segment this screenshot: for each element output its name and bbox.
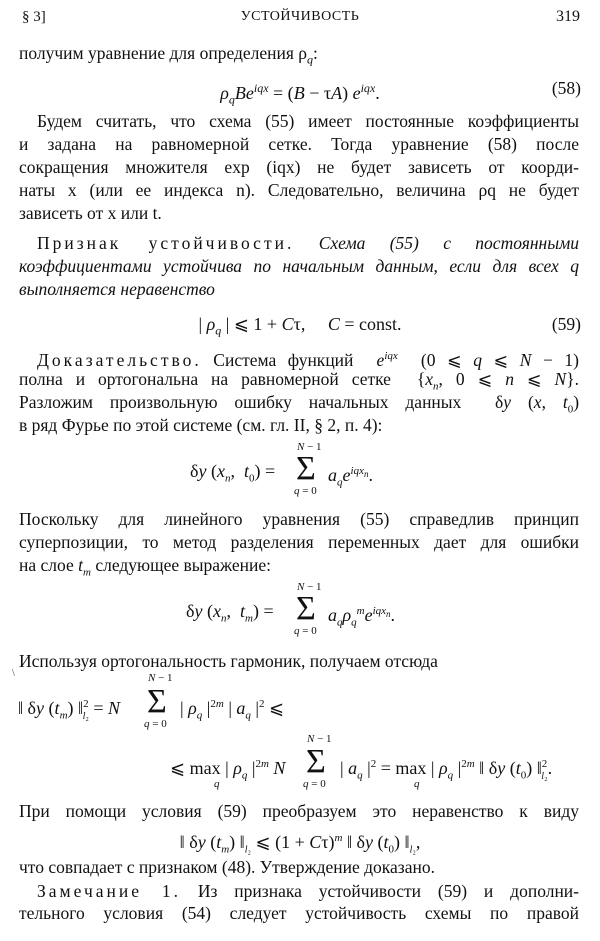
- equation-final: ‖ δy $(t_m)$ $‖_{l_2}$ ⩽ $(1 + C\tau)^m$ ‖ δy $(t_0)$ $‖_{l_2}$,: [179, 832, 421, 856]
- paragraph-line: зависеть от x или t.: [19, 203, 162, 223]
- remark-1-label: Замечание 1.: [37, 881, 182, 901]
- proof-line: Доказательство. Система функций $e^{iqx}$ (0 ⩽ q ⩽ N − 1): [37, 349, 580, 370]
- proof-line: Разложим произвольную ошибку начальных данных δy (x, $t_0$): [19, 392, 580, 416]
- book-page: § 3] УСТОЙЧИВОСТЬ 319 получим уравнение для определения $\rho_q$: $\rho_qBe^{iqx} = (B - \tau A)$ $e^{iqx}$. (58) Будем считать, что схема (55) имеет постоянные коэффициенты и задана на равномерной сетке. Тогда уравнение (58) после сокращения множителя exp (iqx) не будет зависеть от коорди- наты x (или ее индекса n). Следовательно, величина ρq не будет зависеть от x или t. Признак устойчивости. Схема (55) с постоянными коэффициентами устойчива по начальным данным, если для всех q выполняется неравенство | $\rho_q$ | ⩽ 1 + Cτ, C = const. (59) Доказательство. Система функций $e^{iqx}$ (0 ⩽ q ⩽ N − 1) полна и ортогональна на равномерной сетке {$x_n$, 0 ⩽ n ⩽ N}. Разложим произвольную ошибку начальных данных δy (x, $t_0$) в ряд Фурье по этой системе (см. гл. II, § 2, п. 4): N − 1 δy ($x_n$, $t_0$) = Σ q = 0 $a_qe^{iqx_n}$. Поскольку для линейного уравнения (55) справедлив принцип суперпозиции, то метод разделения переменных дает для ошибки на слое $t_m$ следующее выражение: N − 1 δy ($x_n$, $t_m$) = Σ q = 0 $a_q\rho_q^me^{iqx_n}$. Используя ортогональность гармоник, получаем отсюда \ N − 1 ‖ δy $(t_m)$ ‖$^2_{l_2}$ = N Σ q = 0 | $\rho_q$ $|^{2m}$ | $a_q$ $|^2$ ⩽ N − 1 ⩽ max | $\rho_q$ $|^{2m}$ N q Σ q = 0 | $a_q$ $|^2 = \max$ | $\rho_q$ $|^{2m}$ ‖ δy $(t_0)$ ‖$^2_{l_2}$. q При помощи условия (59) преобразуем это неравенство к виду ‖ δy $(t_m)$ $‖_{l_2}$ ⩽ $(1 + C\tau)^m$ ‖ δy $(t_0)$ $‖_{l_2}$, что совпадает с признаком (48). Утверждение доказано. Замечание 1. Из признака устойчивости (59) и дополни- тельного условия (54) следует устойчивость схемы по правой: [0, 0, 600, 941]
- paragraph-line: Поскольку для линейного уравнения (55) справедлив принцип: [19, 509, 579, 529]
- criterion-line: Признак устойчивости. Схема (55) с постоянными: [37, 233, 579, 253]
- paragraph-line: сокращения множителя exp (iqx) не будет зависеть от коорди-: [19, 157, 579, 177]
- proof-line: в ряд Фурье по этой системе (см. гл. II, § 2, п. 4):: [19, 415, 383, 435]
- running-title: УСТОЙЧИВОСТЬ: [240, 9, 360, 24]
- paragraph-line: суперпозиции, то метод разделения переменных дает для ошибки: [19, 532, 579, 552]
- section-marker: § 3]: [22, 9, 46, 25]
- paragraph-line: что совпадает с признаком (48). Утверждение доказано.: [19, 857, 435, 877]
- paragraph-line: на слое $t_m$ следующее выражение:: [19, 555, 272, 579]
- criterion-label: Признак устойчивости.: [37, 233, 295, 253]
- paragraph-line: наты x (или ее индекса n). Следовательно, величина ρq не будет: [19, 180, 579, 200]
- remark-line: тельного условия (54) следует устойчивость схемы по правой: [19, 903, 579, 923]
- print-mark: \: [12, 668, 15, 679]
- paragraph-line: Будем считать, что схема (55) имеет постоянные коэффициенты: [37, 111, 579, 131]
- equation-58: $\rho_qBe^{iqx} = (B - \tau A)$ $e^{iqx}$.: [220, 81, 380, 107]
- intro-line: получим уравнение для определения $\rho_q$:: [19, 43, 318, 67]
- remark-line: Замечание 1. Из признака устойчивости (59) и дополни-: [37, 881, 579, 901]
- paragraph-line: При помощи условия (59) преобразуем это неравенство к виду: [19, 801, 579, 821]
- paragraph-line: и задана на равномерной сетке. Тогда уравнение (58) после: [19, 134, 579, 154]
- equation-59: | $\rho_q$ | ⩽ 1 + Cτ, C = const.: [198, 314, 402, 338]
- equation-59-number: (59): [551, 314, 581, 334]
- proof-line: полна и ортогональна на равномерной сетке {$x_n$, 0 ⩽ n ⩽ N}.: [19, 369, 579, 393]
- criterion-line: коэффициентами устойчива по начальным данным, если для всех q: [19, 256, 579, 276]
- criterion-line: выполняется неравенство: [19, 279, 215, 299]
- equation-58-number: (58): [551, 78, 581, 98]
- page-number: 319: [556, 8, 580, 25]
- proof-label: Доказательство.: [37, 349, 202, 370]
- paragraph-line: Используя ортогональность гармоник, получаем отсюда: [19, 651, 438, 671]
